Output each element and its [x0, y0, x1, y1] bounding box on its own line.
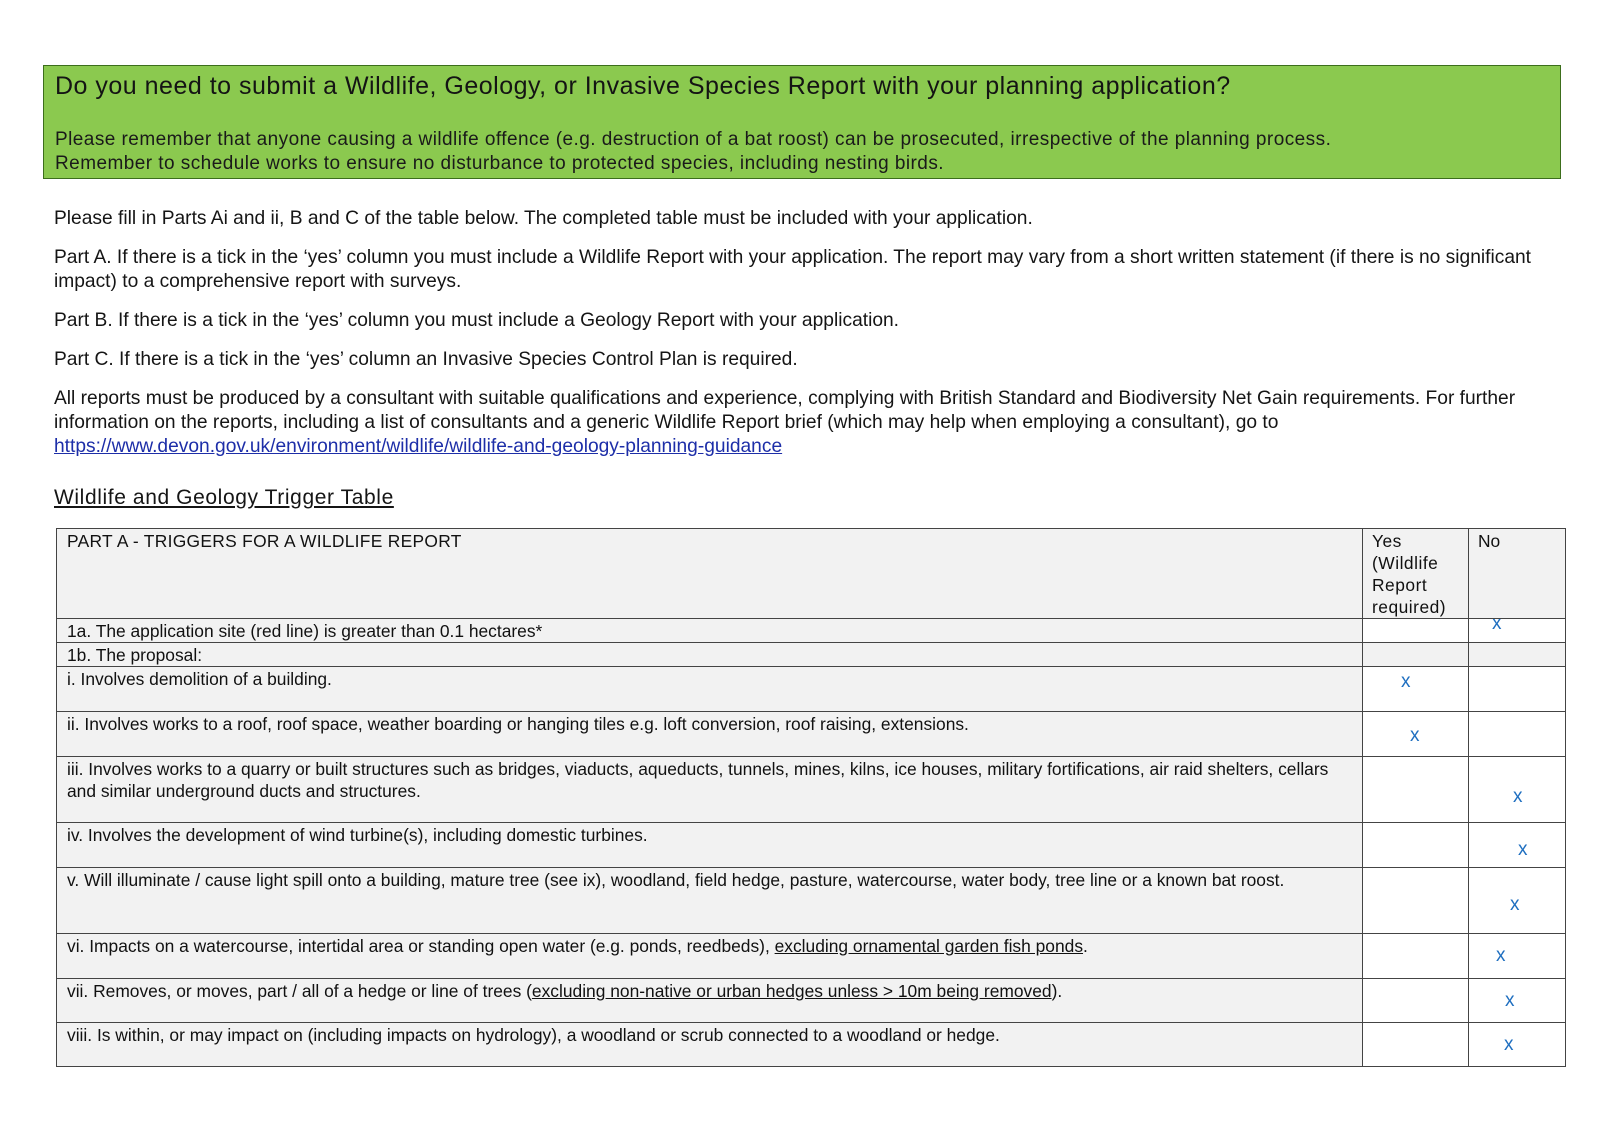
table-title: Wildlife and Geology Trigger Table: [54, 486, 394, 509]
instructions: [54, 207, 1554, 474]
yes-cell[interactable]: [1363, 823, 1469, 868]
instruction-part-a: Part A. If there is a tick in the ‘yes’ column you must include a Wildlife Report with your application. The report may vary from a short written statement (if there is no significant impact) to a comprehensive report with surveys.: [54, 247, 1531, 292]
banner-text: [55, 128, 1550, 176]
row-text: 1b. The proposal:: [57, 643, 1363, 667]
yes-cell[interactable]: [1363, 619, 1469, 643]
table-row: [57, 1023, 1566, 1067]
table-row: [57, 934, 1566, 979]
no-cell: [1469, 643, 1566, 667]
row-text: v. Will illuminate / cause light spill onto a building, mature tree (see ix), woodland, field hedge, pasture, watercourse, water body, tree line or a known bat roost.: [57, 868, 1363, 934]
yes-cell[interactable]: [1363, 1023, 1469, 1067]
table-row: [57, 643, 1566, 667]
instruction-fill-in: Please fill in Parts Ai and ii, B and C of the table below. The completed table must be included with your application.: [54, 208, 1033, 229]
yes-cell[interactable]: [1363, 868, 1469, 934]
yes-mark: x: [1410, 725, 1420, 746]
no-mark: x: [1505, 990, 1515, 1011]
row-text: i. Involves demolition of a building.: [57, 667, 1363, 712]
banner-line-1: Please remember that anyone causing a wildlife offence (e.g. destruction of a bat roost) can be prosecuted, irrespective of the planning process.: [55, 129, 1332, 150]
table-row: [57, 619, 1566, 643]
table-row: [57, 757, 1566, 823]
no-cell[interactable]: [1469, 712, 1566, 757]
table-row: [57, 979, 1566, 1023]
banner-title: Do you need to submit a Wildlife, Geology, or Invasive Species Report with your planning application?: [55, 72, 1231, 100]
yes-cell[interactable]: [1363, 667, 1469, 712]
table-row: [57, 667, 1566, 712]
no-mark: x: [1513, 786, 1523, 807]
no-cell[interactable]: [1469, 979, 1566, 1023]
guidance-link[interactable]: https://www.devon.gov.uk/environment/wildlife/wildlife-and-geology-planning-guidance: [54, 436, 783, 457]
row-text: viii. Is within, or may impact on (including impacts on hydrology), a woodland or scrub connected to a woodland or hedge.: [57, 1023, 1363, 1067]
no-cell[interactable]: [1469, 1023, 1566, 1067]
warning-banner: [43, 65, 1561, 179]
no-cell[interactable]: [1469, 823, 1566, 868]
row-text: [57, 934, 1363, 979]
banner-line-2: Remember to schedule works to ensure no disturbance to protected species, including nesting birds.: [55, 153, 945, 174]
table-row: [57, 712, 1566, 757]
row-text-pre: vii. Removes, or moves, part / all of a hedge or line of trees (: [67, 981, 532, 1001]
reports-text: All reports must be produced by a consultant with suitable qualifications and experience, complying with British Standard and Biodiversity Net Gain requirements. For further information on the reports, including a list of consultants and a generic Wildlife Report brief (which may help when employing a consultant), go to: [54, 388, 1516, 433]
header-yes: Yes (Wildlife Report required): [1363, 529, 1469, 619]
yes-cell[interactable]: [1363, 934, 1469, 979]
row-text-post: .: [1083, 936, 1088, 956]
yes-cell[interactable]: [1363, 757, 1469, 823]
instruction-part-b: Part B. If there is a tick in the ‘yes’ column you must include a Geology Report with your application.: [54, 310, 900, 331]
yes-cell: [1363, 643, 1469, 667]
row-text: ii. Involves works to a roof, roof space, weather boarding or hanging tiles e.g. loft conversion, roof raising, extensions.: [57, 712, 1363, 757]
row-text: 1a. The application site (red line) is greater than 0.1 hectares*: [57, 619, 1363, 643]
table-row: [57, 823, 1566, 868]
no-cell[interactable]: [1469, 667, 1566, 712]
no-mark: x: [1496, 945, 1506, 966]
instruction-part-c: Part C. If there is a tick in the ‘yes’ column an Invasive Species Control Plan is required.: [54, 349, 798, 370]
row-text: iv. Involves the development of wind turbine(s), including domestic turbines.: [57, 823, 1363, 868]
row-text-pre: vi. Impacts on a watercourse, intertidal area or standing open water (e.g. ponds, reedbeds),: [67, 936, 775, 956]
row-text-post: ).: [1051, 981, 1063, 1001]
yes-mark: x: [1401, 671, 1411, 692]
row-text: iii. Involves works to a quarry or built structures such as bridges, viaducts, aqueducts, tunnels, mines, kilns, ice houses, military fortifications, air raid shelters, cellars and similar underground ducts and structures.: [57, 757, 1363, 823]
no-mark: x: [1518, 839, 1528, 860]
header-part-a: PART A - TRIGGERS FOR A WILDLIFE REPORT: [57, 529, 1363, 619]
no-mark: x: [1510, 894, 1520, 915]
row-text: [57, 979, 1363, 1023]
table-row: [57, 868, 1566, 934]
no-cell[interactable]: [1469, 619, 1566, 643]
header-no: No: [1469, 529, 1566, 619]
no-cell[interactable]: [1469, 868, 1566, 934]
no-cell[interactable]: [1469, 757, 1566, 823]
yes-cell[interactable]: [1363, 979, 1469, 1023]
instruction-reports: [54, 387, 1554, 459]
table-header-row: [57, 529, 1566, 619]
no-mark: x: [1492, 618, 1502, 634]
row-text-underlined: excluding non-native or urban hedges unless > 10m being removed: [531, 981, 1052, 1001]
row-text-underlined: excluding ornamental garden fish ponds: [774, 936, 1084, 956]
trigger-table: [56, 528, 1566, 1067]
yes-cell[interactable]: [1363, 712, 1469, 757]
no-mark: x: [1504, 1034, 1514, 1055]
no-cell[interactable]: [1469, 934, 1566, 979]
